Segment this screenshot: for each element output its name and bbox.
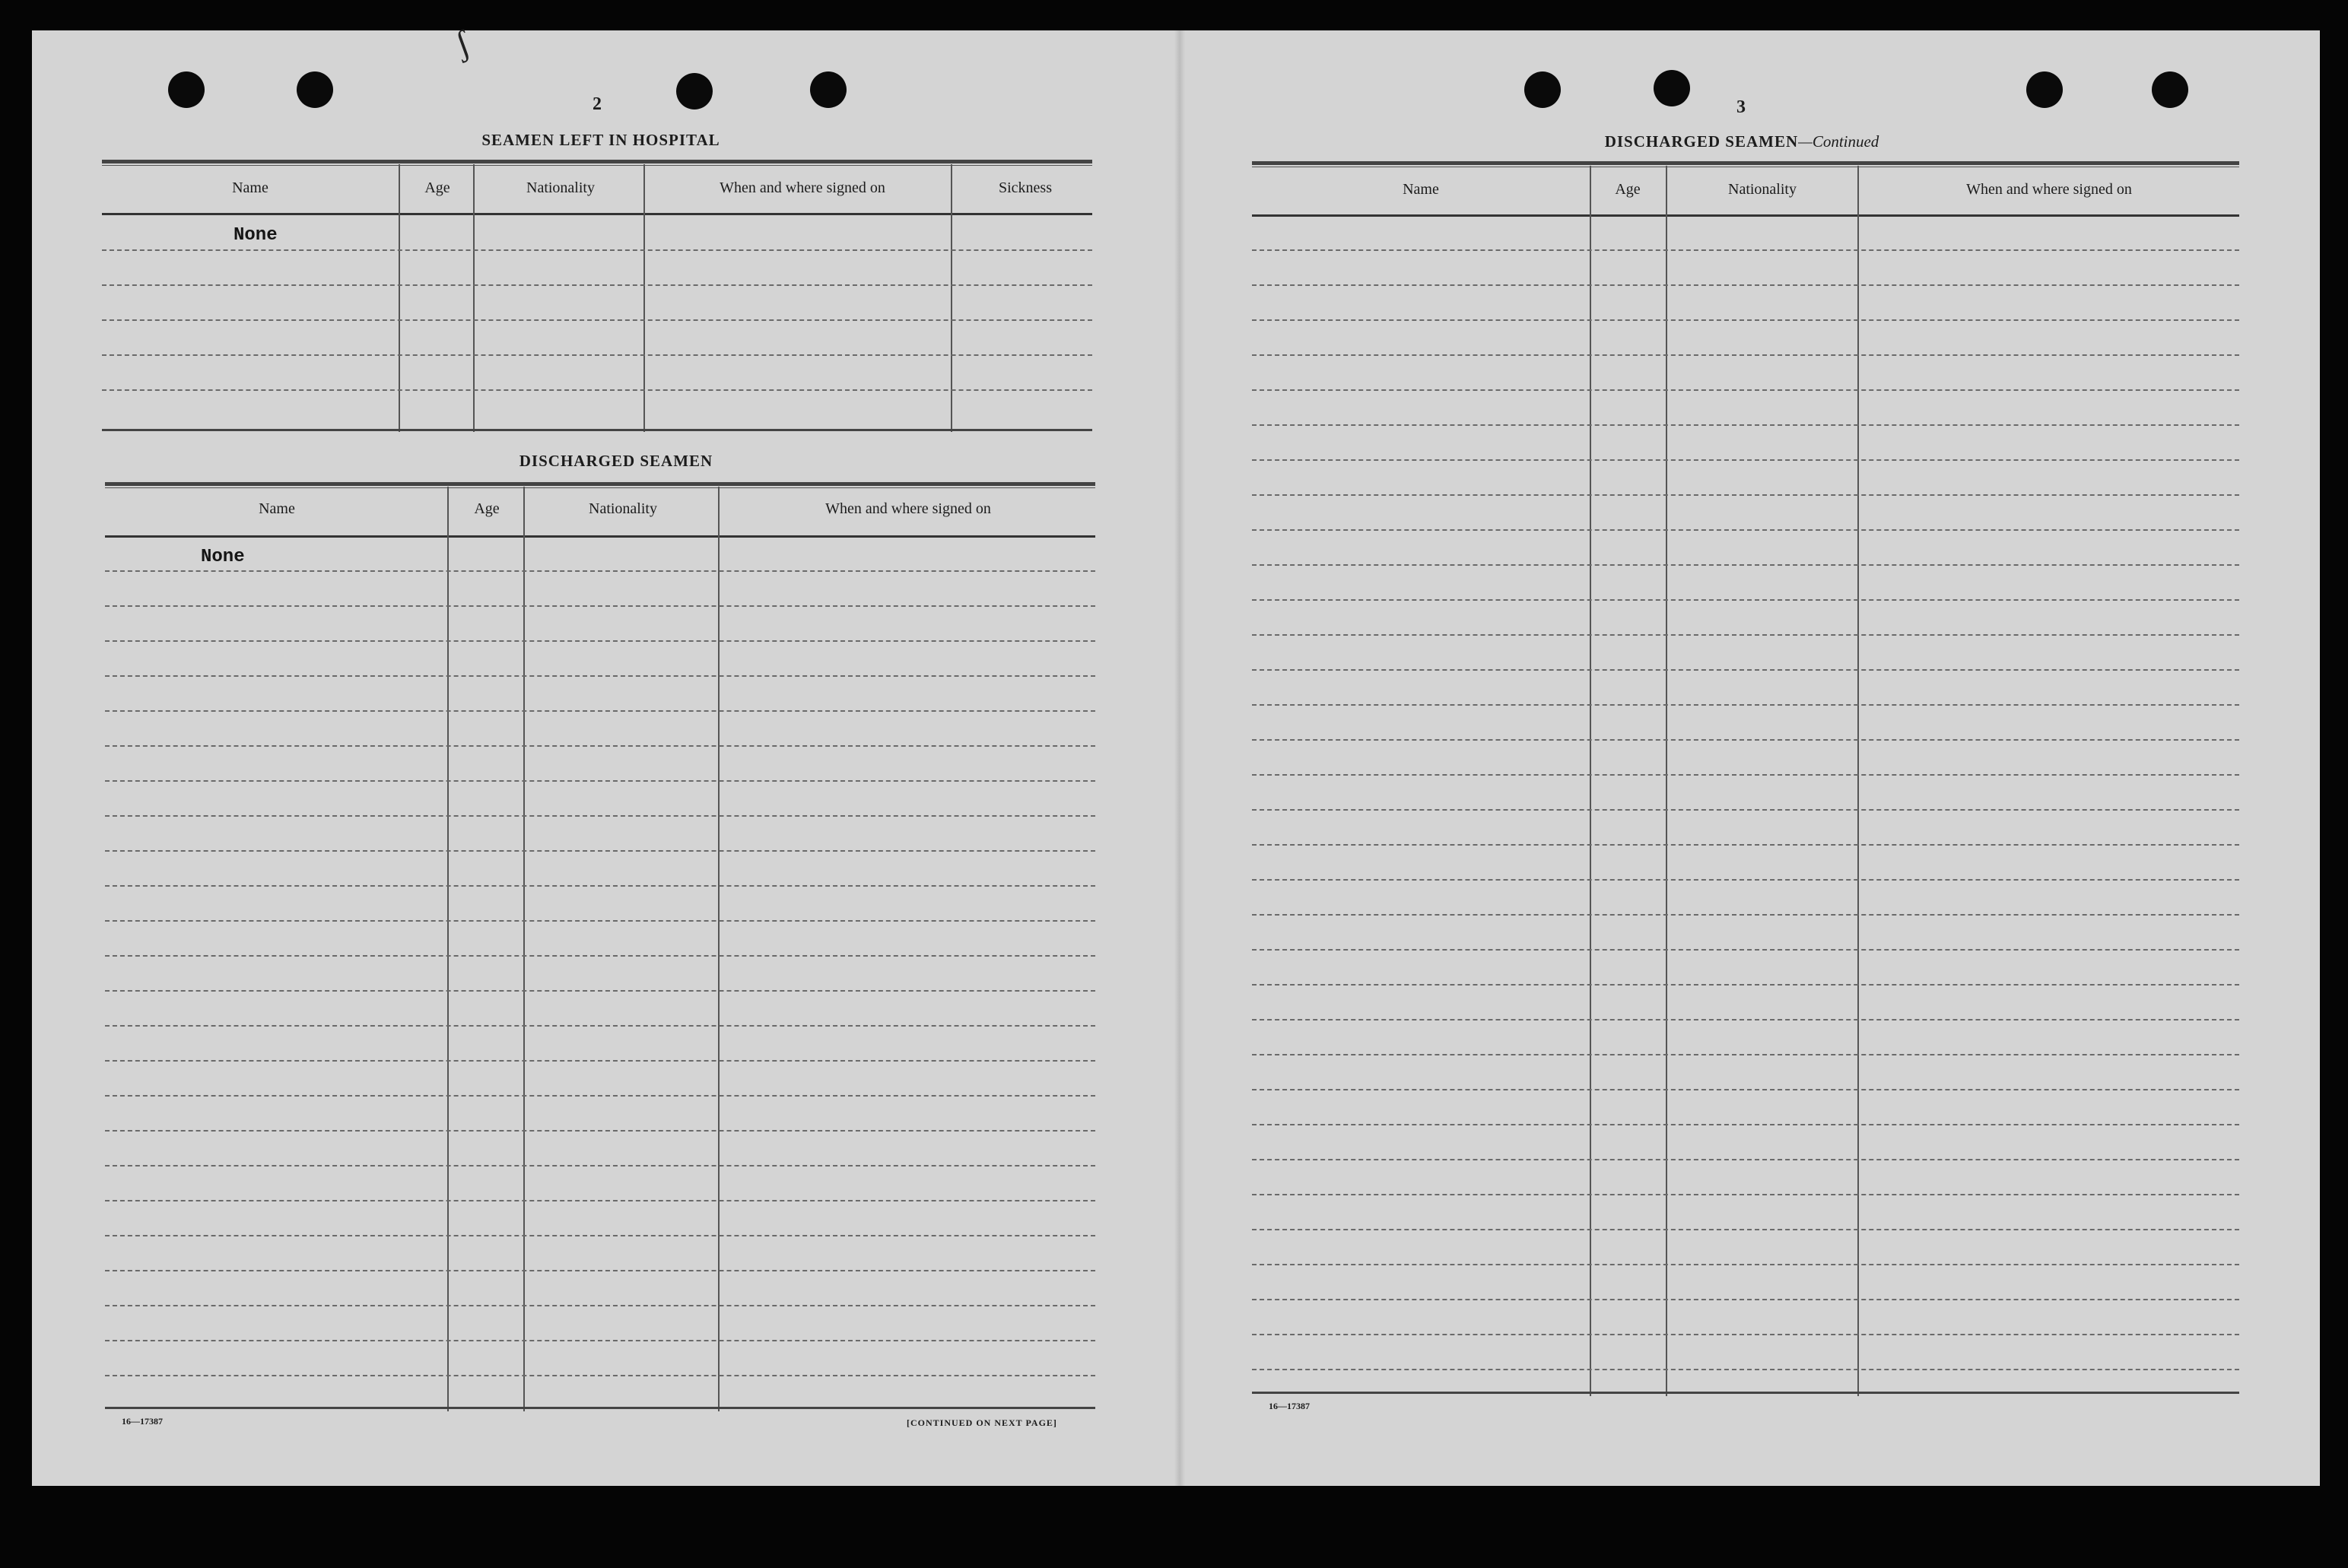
discharged-table-right	[1252, 161, 2239, 1396]
continued-note: [CONTINUED ON NEXT PAGE]	[907, 1417, 1057, 1428]
column-header-age: Age	[424, 179, 450, 196]
page-fold	[1174, 30, 1185, 1486]
punch-hole	[2152, 71, 2188, 108]
column-header-signed-on: When and where signed on	[720, 179, 885, 196]
punch-hole	[1524, 71, 1561, 108]
hospital-entry-name: None	[234, 225, 278, 246]
discharged-section-title: DISCHARGED SEAMEN	[519, 452, 713, 470]
column-header-signed-on: When and where signed on	[825, 500, 991, 517]
column-header-signed-on: When and where signed on	[1966, 181, 2132, 198]
column-header-name: Name	[232, 179, 268, 196]
form-number-left: 16—17387	[122, 1416, 163, 1427]
title-continued: —Continued	[1798, 132, 1879, 151]
column-header-name: Name	[259, 500, 295, 517]
hospital-table	[102, 160, 1092, 432]
page-number-right: 3	[1736, 97, 1746, 117]
column-header-age: Age	[1615, 181, 1641, 198]
title-text: DISCHARGED SEAMEN	[1604, 132, 1799, 151]
punch-hole	[676, 73, 713, 110]
column-header-name: Name	[1403, 181, 1439, 198]
form-number-right: 16—17387	[1269, 1401, 1310, 1411]
discharged-table-left	[105, 482, 1095, 1411]
column-header-age: Age	[474, 500, 500, 517]
pencil-mark: ʃ	[450, 22, 475, 64]
punch-hole	[168, 71, 205, 108]
column-header-nationality: Nationality	[526, 179, 595, 196]
punch-hole	[810, 71, 847, 108]
hospital-section-title: SEAMEN LEFT IN HOSPITAL	[481, 131, 720, 149]
column-header-nationality: Nationality	[1728, 181, 1797, 198]
discharged-entry-name: None	[201, 547, 245, 567]
column-header-sickness: Sickness	[999, 179, 1052, 196]
page-number-left: 2	[593, 94, 602, 114]
punch-hole	[1654, 70, 1690, 106]
punch-hole	[297, 71, 333, 108]
column-header-nationality: Nationality	[589, 500, 657, 517]
punch-hole	[2026, 71, 2063, 108]
discharged-continued-title	[1506, 132, 1978, 151]
